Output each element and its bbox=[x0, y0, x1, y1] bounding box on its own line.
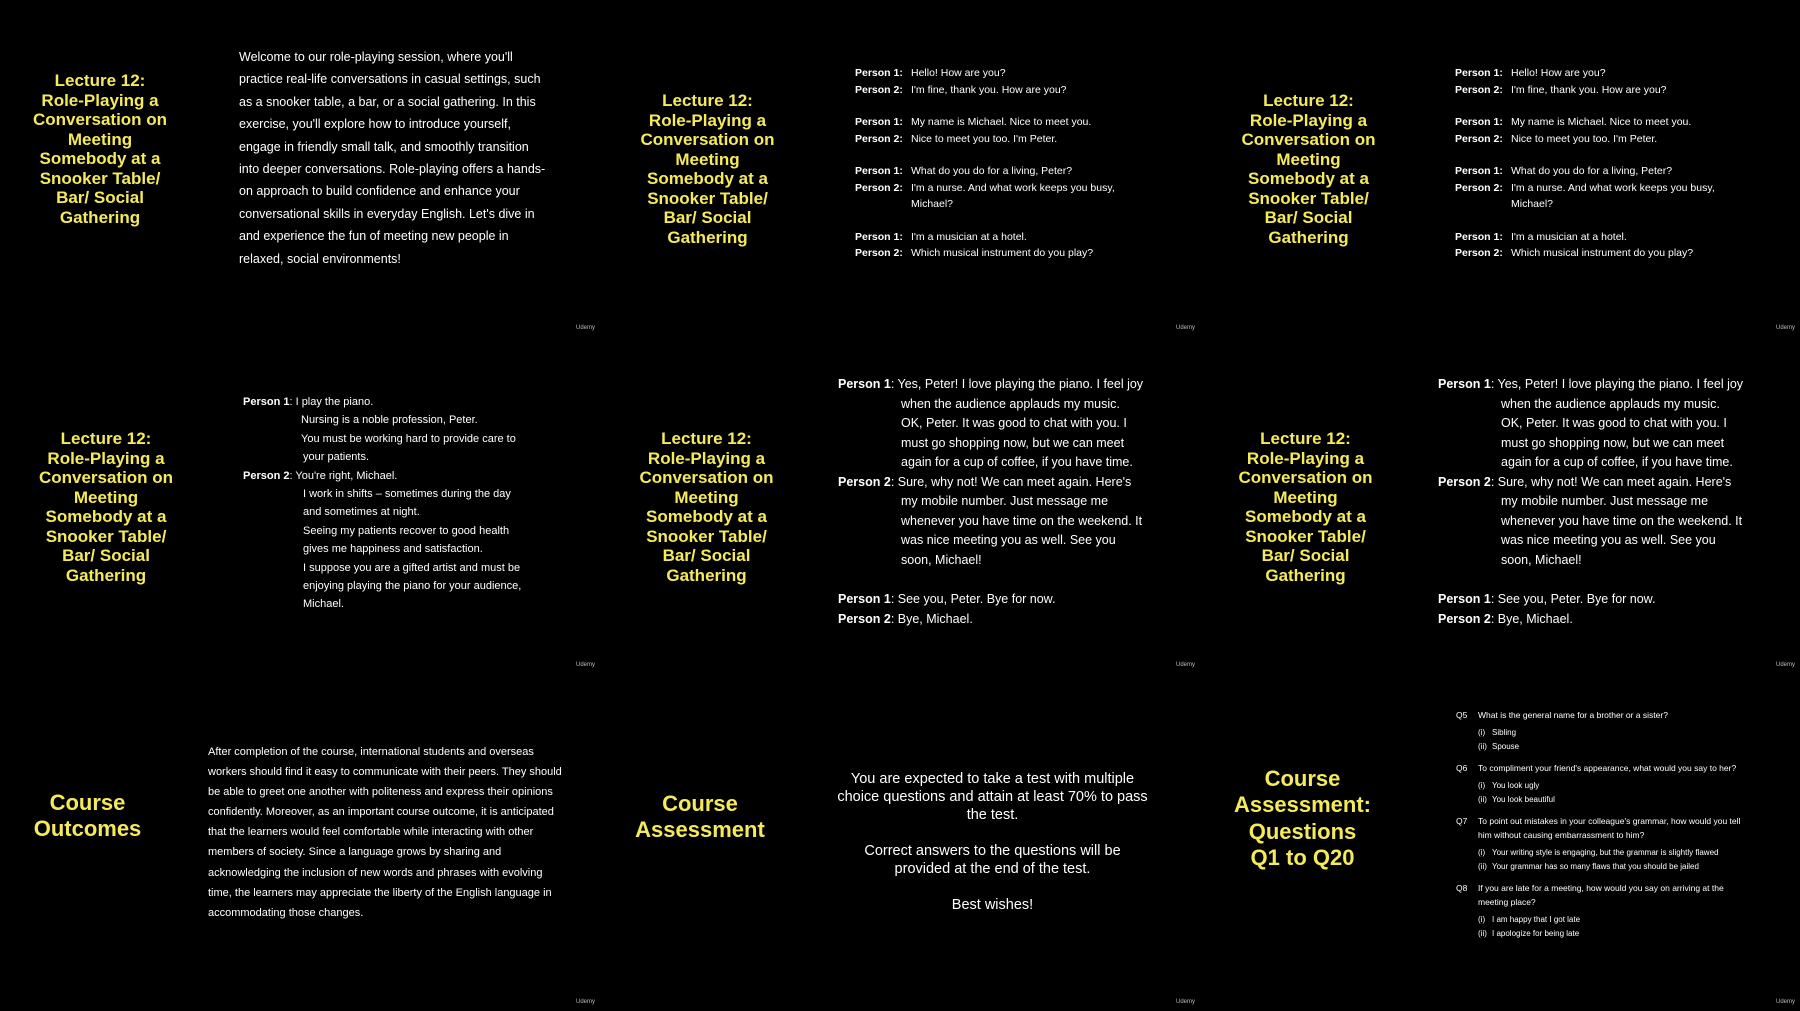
title-line: Questions bbox=[1248, 818, 1357, 844]
dialogue-line: Hello! How are you? bbox=[911, 67, 1006, 79]
dialogue-block bbox=[243, 485, 563, 614]
lecture-title bbox=[1241, 91, 1376, 247]
title-line: Snooker Table/ bbox=[1248, 188, 1369, 208]
question-number: Q5 bbox=[1456, 710, 1468, 720]
lecture-title bbox=[639, 429, 774, 585]
outcomes-title bbox=[20, 790, 155, 843]
lecture-title bbox=[1238, 429, 1373, 585]
title-line: Lecture 12: bbox=[1260, 429, 1351, 448]
option-number: (i) bbox=[1478, 915, 1486, 924]
option-number: (ii) bbox=[1478, 795, 1487, 804]
title-line: Bar/ Social bbox=[1264, 208, 1353, 228]
dialogue-row bbox=[838, 610, 1178, 630]
lecture-title bbox=[640, 91, 775, 247]
question-text: To compliment your friend's appearance, what would you say to her? bbox=[1478, 763, 1737, 773]
watermark: Udemy bbox=[576, 325, 596, 331]
speaker-label: Person 2: bbox=[855, 132, 903, 145]
option-text: Spouse bbox=[1492, 742, 1520, 751]
speaker-label: Person 2: bbox=[855, 247, 903, 259]
speaker-label: Person 2 bbox=[1438, 474, 1491, 489]
question-number: Q6 bbox=[1456, 763, 1468, 773]
dialogue-line: enjoying playing the piano for your audience, bbox=[303, 580, 522, 593]
dialogue-line: : Bye, Michael. bbox=[1490, 611, 1573, 626]
lecture-title bbox=[36, 429, 176, 585]
assessment-p2: Correct answers to the questions will be provided at the end of the test. bbox=[864, 843, 1121, 877]
dialogue-line: : Bye, Michael. bbox=[890, 611, 973, 626]
dialogue-line: my mobile number. Just message me bbox=[1501, 494, 1709, 508]
assessment-p3: Best wishes! bbox=[951, 897, 1034, 913]
dialogue-row bbox=[855, 65, 1145, 82]
question bbox=[1456, 881, 1756, 909]
assessment-text bbox=[835, 770, 1150, 914]
assessment-title bbox=[630, 791, 770, 844]
title-line: Bar/ Social bbox=[662, 546, 751, 566]
title-line: Lecture 12: bbox=[54, 71, 146, 90]
slide-dialogue-3b bbox=[1200, 337, 1800, 674]
dialogue-line: You must be working hard to provide care to bbox=[301, 432, 516, 445]
dialogue-row bbox=[855, 229, 1145, 246]
option-text: You look ugly bbox=[1492, 781, 1540, 790]
dialogue-row bbox=[838, 375, 1178, 395]
dialogue-row bbox=[1438, 473, 1778, 493]
dialogue-line: What do you do for a living, Peter? bbox=[1511, 165, 1673, 177]
speaker-label: Person 1: bbox=[1455, 165, 1503, 177]
title-line: Meeting bbox=[674, 487, 739, 507]
speaker-label: Person 2: bbox=[1455, 132, 1503, 145]
title-line: Somebody at a bbox=[39, 149, 161, 169]
dialogue-line: : See you, Peter. Bye for now. bbox=[890, 592, 1056, 606]
dialogue-line: What do you do for a living, Peter? bbox=[911, 165, 1073, 177]
dialogue-line: : You're right, Michael. bbox=[289, 469, 398, 482]
dialogue-line: Hello! How are you? bbox=[1511, 67, 1606, 79]
dialogue-line: Nursing is a noble profession, Peter. bbox=[301, 414, 478, 427]
dialogue-line: I'm a musician at a hotel. bbox=[911, 230, 1027, 243]
dialogue-line: and sometimes at night. bbox=[303, 506, 420, 519]
option-text: I am happy that I got late bbox=[1492, 915, 1581, 924]
title-line: Snooker Table/ bbox=[646, 526, 767, 546]
dialogue-line: when the audience applauds my music. bbox=[901, 396, 1120, 411]
question bbox=[1456, 761, 1756, 775]
speaker-label: Person 2 bbox=[838, 611, 891, 626]
speaker-label: Person 2 bbox=[1438, 611, 1491, 626]
assessment-p1: You are expected to take a test with multiple choice questions and attain at least 70% to pass the test. bbox=[837, 771, 1148, 823]
title-line: Lecture 12: bbox=[1263, 91, 1354, 110]
title-line: Meeting bbox=[1276, 149, 1341, 169]
title-line: Bar/ Social bbox=[663, 208, 752, 228]
dialogue-line: was nice meeting you as well. See you bbox=[1501, 533, 1716, 547]
dialogue-line: my mobile number. Just message me bbox=[901, 494, 1109, 508]
title-line: Role-Playing a bbox=[1249, 110, 1368, 130]
speaker-label: Person 1: bbox=[855, 165, 903, 177]
dialogue-row bbox=[838, 590, 1178, 610]
answer-option bbox=[1456, 779, 1756, 793]
speaker-label: Person 1: bbox=[855, 230, 903, 243]
question-number: Q7 bbox=[1456, 816, 1468, 826]
dialogue-row bbox=[855, 163, 1145, 180]
answer-option bbox=[1456, 860, 1756, 874]
dialogue-row bbox=[855, 180, 1145, 213]
dialogue-line: OK, Peter. It was good to chat with you. I bbox=[1501, 416, 1727, 430]
watermark: Udemy bbox=[1176, 325, 1196, 331]
title-line: Course bbox=[49, 790, 126, 815]
option-number: (i) bbox=[1478, 781, 1486, 790]
title-line: Conversation on bbox=[38, 468, 174, 488]
dialogue-2 bbox=[243, 393, 563, 614]
title-line: Gathering bbox=[65, 565, 147, 585]
title-line: Course bbox=[662, 791, 738, 816]
dialogue-line: I work in shifts – sometimes during the day bbox=[303, 488, 511, 501]
title-line: Outcomes bbox=[33, 816, 142, 842]
option-number: (ii) bbox=[1478, 862, 1487, 871]
watermark: Udemy bbox=[1176, 999, 1196, 1005]
title-line: Somebody at a bbox=[45, 507, 167, 527]
question-text: What is the general name for a brother or a sister? bbox=[1478, 710, 1668, 720]
title-line: Lecture 12: bbox=[662, 91, 753, 110]
option-text: Your writing style is engaging, but the grammar is slightly flawed bbox=[1492, 848, 1719, 857]
title-line: Q1 to Q20 bbox=[1250, 845, 1355, 871]
dialogue-line: soon, Michael! bbox=[901, 552, 982, 567]
dialogue-line: was nice meeting you as well. See you bbox=[901, 533, 1116, 547]
title-line: Role-Playing a bbox=[648, 110, 767, 130]
dialogue-row bbox=[1438, 590, 1778, 610]
title-line: Snooker Table/ bbox=[45, 526, 167, 546]
option-number: (ii) bbox=[1478, 929, 1487, 938]
dialogue-line: : Sure, why not! We can meet again. Here's bbox=[1490, 474, 1732, 489]
dialogue-row bbox=[1455, 82, 1745, 99]
option-text: Your grammar has so many flaws that you should be jailed bbox=[1492, 862, 1699, 871]
dialogue-row bbox=[1455, 245, 1745, 262]
dialogue-line: : See you, Peter. Bye for now. bbox=[1490, 592, 1656, 606]
dialogue-row bbox=[1455, 180, 1745, 213]
slide-questions bbox=[1200, 674, 1800, 1011]
dialogue-row bbox=[1455, 163, 1745, 180]
speaker-label: Person 2: bbox=[1455, 247, 1503, 259]
intro-paragraph: Welcome to our role-playing session, where you'll practice real-life conversations in casual settings, such as a snooker table, a bar, or a social gathering. In this exercise, you'll explore how to introduce yourself, engage in friendly small talk, and smoothly transition into deeper conversations. Role-playing offers a hands-on approach to build confidence and enhance your conversational skills in everyday English. Let's dive in and experience the fun of meeting new people in relaxed, social environments! bbox=[239, 50, 546, 266]
question-text: To point out mistakes in your colleague's grammar, how would you tell him without causing embarrassment to him? bbox=[1478, 816, 1741, 840]
title-line: Somebody at a bbox=[646, 507, 767, 527]
dialogue-line: : I play the piano. bbox=[289, 396, 374, 408]
title-line: Somebody at a bbox=[647, 169, 768, 189]
option-text: I apologize for being late bbox=[1492, 929, 1580, 938]
title-line: Gathering bbox=[667, 227, 748, 247]
option-number: (i) bbox=[1478, 848, 1486, 857]
dialogue-row bbox=[855, 114, 1145, 131]
dialogue-line: : Yes, Peter! I love playing the piano. I feel joy bbox=[1490, 377, 1744, 391]
slide-outcomes bbox=[0, 674, 600, 1011]
questions-list bbox=[1456, 708, 1756, 948]
title-line: Gathering bbox=[59, 207, 141, 227]
title-line: Role-Playing a bbox=[647, 448, 766, 468]
dialogue-1 bbox=[855, 65, 1145, 262]
title-line: Meeting bbox=[1273, 487, 1338, 507]
title-line: Gathering bbox=[1265, 565, 1346, 585]
answer-option bbox=[1456, 793, 1756, 807]
title-line: Conversation on bbox=[640, 130, 775, 150]
dialogue-line: My name is Michael. Nice to meet you. bbox=[911, 116, 1092, 128]
dialogue-line: again for a cup of coffee, if you have time. bbox=[901, 455, 1133, 469]
dialogue-row bbox=[1455, 131, 1745, 148]
watermark: Udemy bbox=[1776, 325, 1796, 331]
dialogue-row bbox=[855, 82, 1145, 99]
option-text: You look beautiful bbox=[1492, 795, 1555, 804]
watermark: Udemy bbox=[576, 662, 596, 668]
watermark: Udemy bbox=[1176, 662, 1196, 668]
title-line: Snooker Table/ bbox=[39, 168, 161, 188]
dialogue-line: OK, Peter. It was good to chat with you. I bbox=[901, 416, 1127, 430]
title-line: Assessment: bbox=[1234, 792, 1371, 818]
dialogue-line: : Yes, Peter! I love playing the piano. I feel joy bbox=[890, 377, 1144, 391]
title-line: Bar/ Social bbox=[1261, 546, 1350, 566]
dialogue-block bbox=[243, 411, 563, 448]
answer-option bbox=[1456, 913, 1756, 927]
title-line: Bar/ Social bbox=[56, 188, 144, 208]
dialogue-3 bbox=[838, 375, 1178, 629]
dialogue-row bbox=[1438, 375, 1778, 395]
dialogue-line: whenever you have time on the weekend. It bbox=[901, 513, 1143, 528]
speaker-label: Person 1 bbox=[1438, 377, 1491, 391]
questions-title bbox=[1230, 766, 1375, 872]
title-line: Bar/ Social bbox=[62, 546, 150, 566]
title-line: Conversation on bbox=[639, 468, 774, 488]
dialogue-row bbox=[1455, 114, 1745, 131]
dialogue-row bbox=[855, 245, 1145, 262]
dialogue-line: I'm fine, thank you. How are you? bbox=[911, 83, 1067, 96]
title-line: Gathering bbox=[1268, 227, 1349, 247]
title-line: Role-Playing a bbox=[47, 448, 165, 468]
dialogue-line: Nice to meet you too. I'm Peter. bbox=[1511, 132, 1658, 145]
speaker-label: Person 2 bbox=[243, 469, 290, 482]
option-number: (ii) bbox=[1478, 742, 1487, 751]
title-line: Role-Playing a bbox=[1246, 448, 1365, 468]
answer-option bbox=[1456, 740, 1756, 754]
title-line: Snooker Table/ bbox=[1245, 526, 1366, 546]
answer-option bbox=[1456, 726, 1756, 740]
dialogue-line: I'm a nurse. And what work keeps you busy, Michael? bbox=[1511, 181, 1715, 210]
speaker-label: Person 1: bbox=[855, 67, 903, 79]
answer-option bbox=[1456, 927, 1756, 941]
title-line: Meeting bbox=[67, 129, 133, 149]
slide-intro bbox=[0, 0, 600, 337]
speaker-label: Person 2: bbox=[1455, 83, 1503, 96]
dialogue-line: must go shopping now, but we can meet bbox=[1501, 435, 1725, 450]
question bbox=[1456, 708, 1756, 722]
speaker-label: Person 1: bbox=[1455, 230, 1503, 243]
speaker-label: Person 1 bbox=[838, 592, 891, 606]
title-line: Meeting bbox=[675, 149, 740, 169]
dialogue-1 bbox=[1455, 65, 1745, 262]
title-line: Course bbox=[1264, 766, 1341, 791]
title-line: Role-Playing a bbox=[41, 90, 159, 110]
dialogue-line: Nice to meet you too. I'm Peter. bbox=[911, 132, 1058, 145]
slide-assessment bbox=[600, 674, 1200, 1011]
watermark: Udemy bbox=[1776, 999, 1796, 1005]
speaker-label: Person 2: bbox=[855, 83, 903, 96]
dialogue-line: : Sure, why not! We can meet again. Here's bbox=[890, 474, 1132, 489]
title-line: Assessment bbox=[635, 817, 765, 843]
dialogue-row bbox=[838, 473, 1178, 493]
dialogue-line: when the audience applauds my music. bbox=[1501, 396, 1720, 411]
dialogue-line: I'm a nurse. And what work keeps you busy, Michael? bbox=[911, 181, 1115, 210]
watermark: Udemy bbox=[576, 999, 596, 1005]
question-number: Q8 bbox=[1456, 883, 1468, 893]
watermark: Udemy bbox=[1776, 662, 1796, 668]
answer-option bbox=[1456, 846, 1756, 860]
dialogue-line: whenever you have time on the weekend. It bbox=[1501, 513, 1743, 528]
speaker-label: Person 2: bbox=[855, 181, 903, 194]
speaker-label: Person 1 bbox=[243, 396, 290, 408]
slide-dialogue-1a bbox=[600, 0, 1200, 337]
question bbox=[1456, 814, 1756, 842]
dialogue-line: I suppose you are a gifted artist and must be bbox=[303, 561, 521, 574]
title-line: Conversation on bbox=[1241, 130, 1376, 150]
slide-dialogue-1b bbox=[1200, 0, 1800, 337]
option-text: Sibling bbox=[1492, 728, 1517, 737]
dialogue-row bbox=[1438, 610, 1778, 630]
outcomes-paragraph: After completion of the course, international students and overseas workers should find it easy to communicate with their peers. They should be able to greet one another with politeness and express their opinions confidently. Moreover, as an important course outcome, it is anticipated that the learners would feel comfortable while interacting with other members of society. Since a language grows by sharing and acknowledging the inclusion of new words and phrases with evolving time, the learners may appreciate the liberty of the English language in accommodating those changes. bbox=[208, 746, 562, 919]
dialogue-line: Which musical instrument do you play? bbox=[911, 247, 1094, 259]
dialogue-line: I'm a musician at a hotel. bbox=[1511, 230, 1627, 243]
title-line: Conversation on bbox=[1238, 468, 1373, 488]
dialogue-row bbox=[1455, 229, 1745, 246]
dialogue-line: must go shopping now, but we can meet bbox=[901, 435, 1125, 450]
option-number: (i) bbox=[1478, 728, 1486, 737]
title-line: Somebody at a bbox=[1248, 169, 1369, 189]
dialogue-line: Michael. bbox=[303, 598, 344, 611]
dialogue-row bbox=[855, 131, 1145, 148]
speaker-label: Person 1: bbox=[855, 116, 903, 128]
dialogue-line: your patients. bbox=[303, 451, 370, 464]
speaker-label: Person 2 bbox=[838, 474, 891, 489]
title-line: Meeting bbox=[73, 487, 139, 507]
dialogue-line: Seeing my patients recover to good health bbox=[303, 524, 510, 537]
dialogue-3 bbox=[1438, 375, 1778, 629]
speaker-label: Person 2: bbox=[1455, 181, 1503, 194]
slide-dialogue-2 bbox=[0, 337, 600, 674]
dialogue-line: Which musical instrument do you play? bbox=[1511, 247, 1694, 259]
dialogue-row bbox=[1455, 65, 1745, 82]
title-line: Conversation on bbox=[32, 110, 168, 130]
title-line: Lecture 12: bbox=[60, 429, 152, 448]
title-line: Somebody at a bbox=[1245, 507, 1366, 527]
title-line: Gathering bbox=[666, 565, 747, 585]
question-text: If you are late for a meeting, how would you say on arriving at the meeting place? bbox=[1478, 883, 1724, 907]
slide-dialogue-3a bbox=[600, 337, 1200, 674]
lecture-title bbox=[20, 71, 180, 227]
dialogue-line: gives me happiness and satisfaction. bbox=[303, 543, 483, 556]
speaker-label: Person 1: bbox=[1455, 67, 1503, 79]
dialogue-line: My name is Michael. Nice to meet you. bbox=[1511, 116, 1692, 128]
dialogue-line: soon, Michael! bbox=[1501, 552, 1582, 567]
speaker-label: Person 1 bbox=[838, 377, 891, 391]
dialogue-line: I'm fine, thank you. How are you? bbox=[1511, 83, 1667, 96]
title-line: Snooker Table/ bbox=[647, 188, 768, 208]
title-line: Lecture 12: bbox=[661, 429, 752, 448]
dialogue-line: again for a cup of coffee, if you have time. bbox=[1501, 455, 1733, 469]
speaker-label: Person 1 bbox=[1438, 592, 1491, 606]
speaker-label: Person 1: bbox=[1455, 116, 1503, 128]
